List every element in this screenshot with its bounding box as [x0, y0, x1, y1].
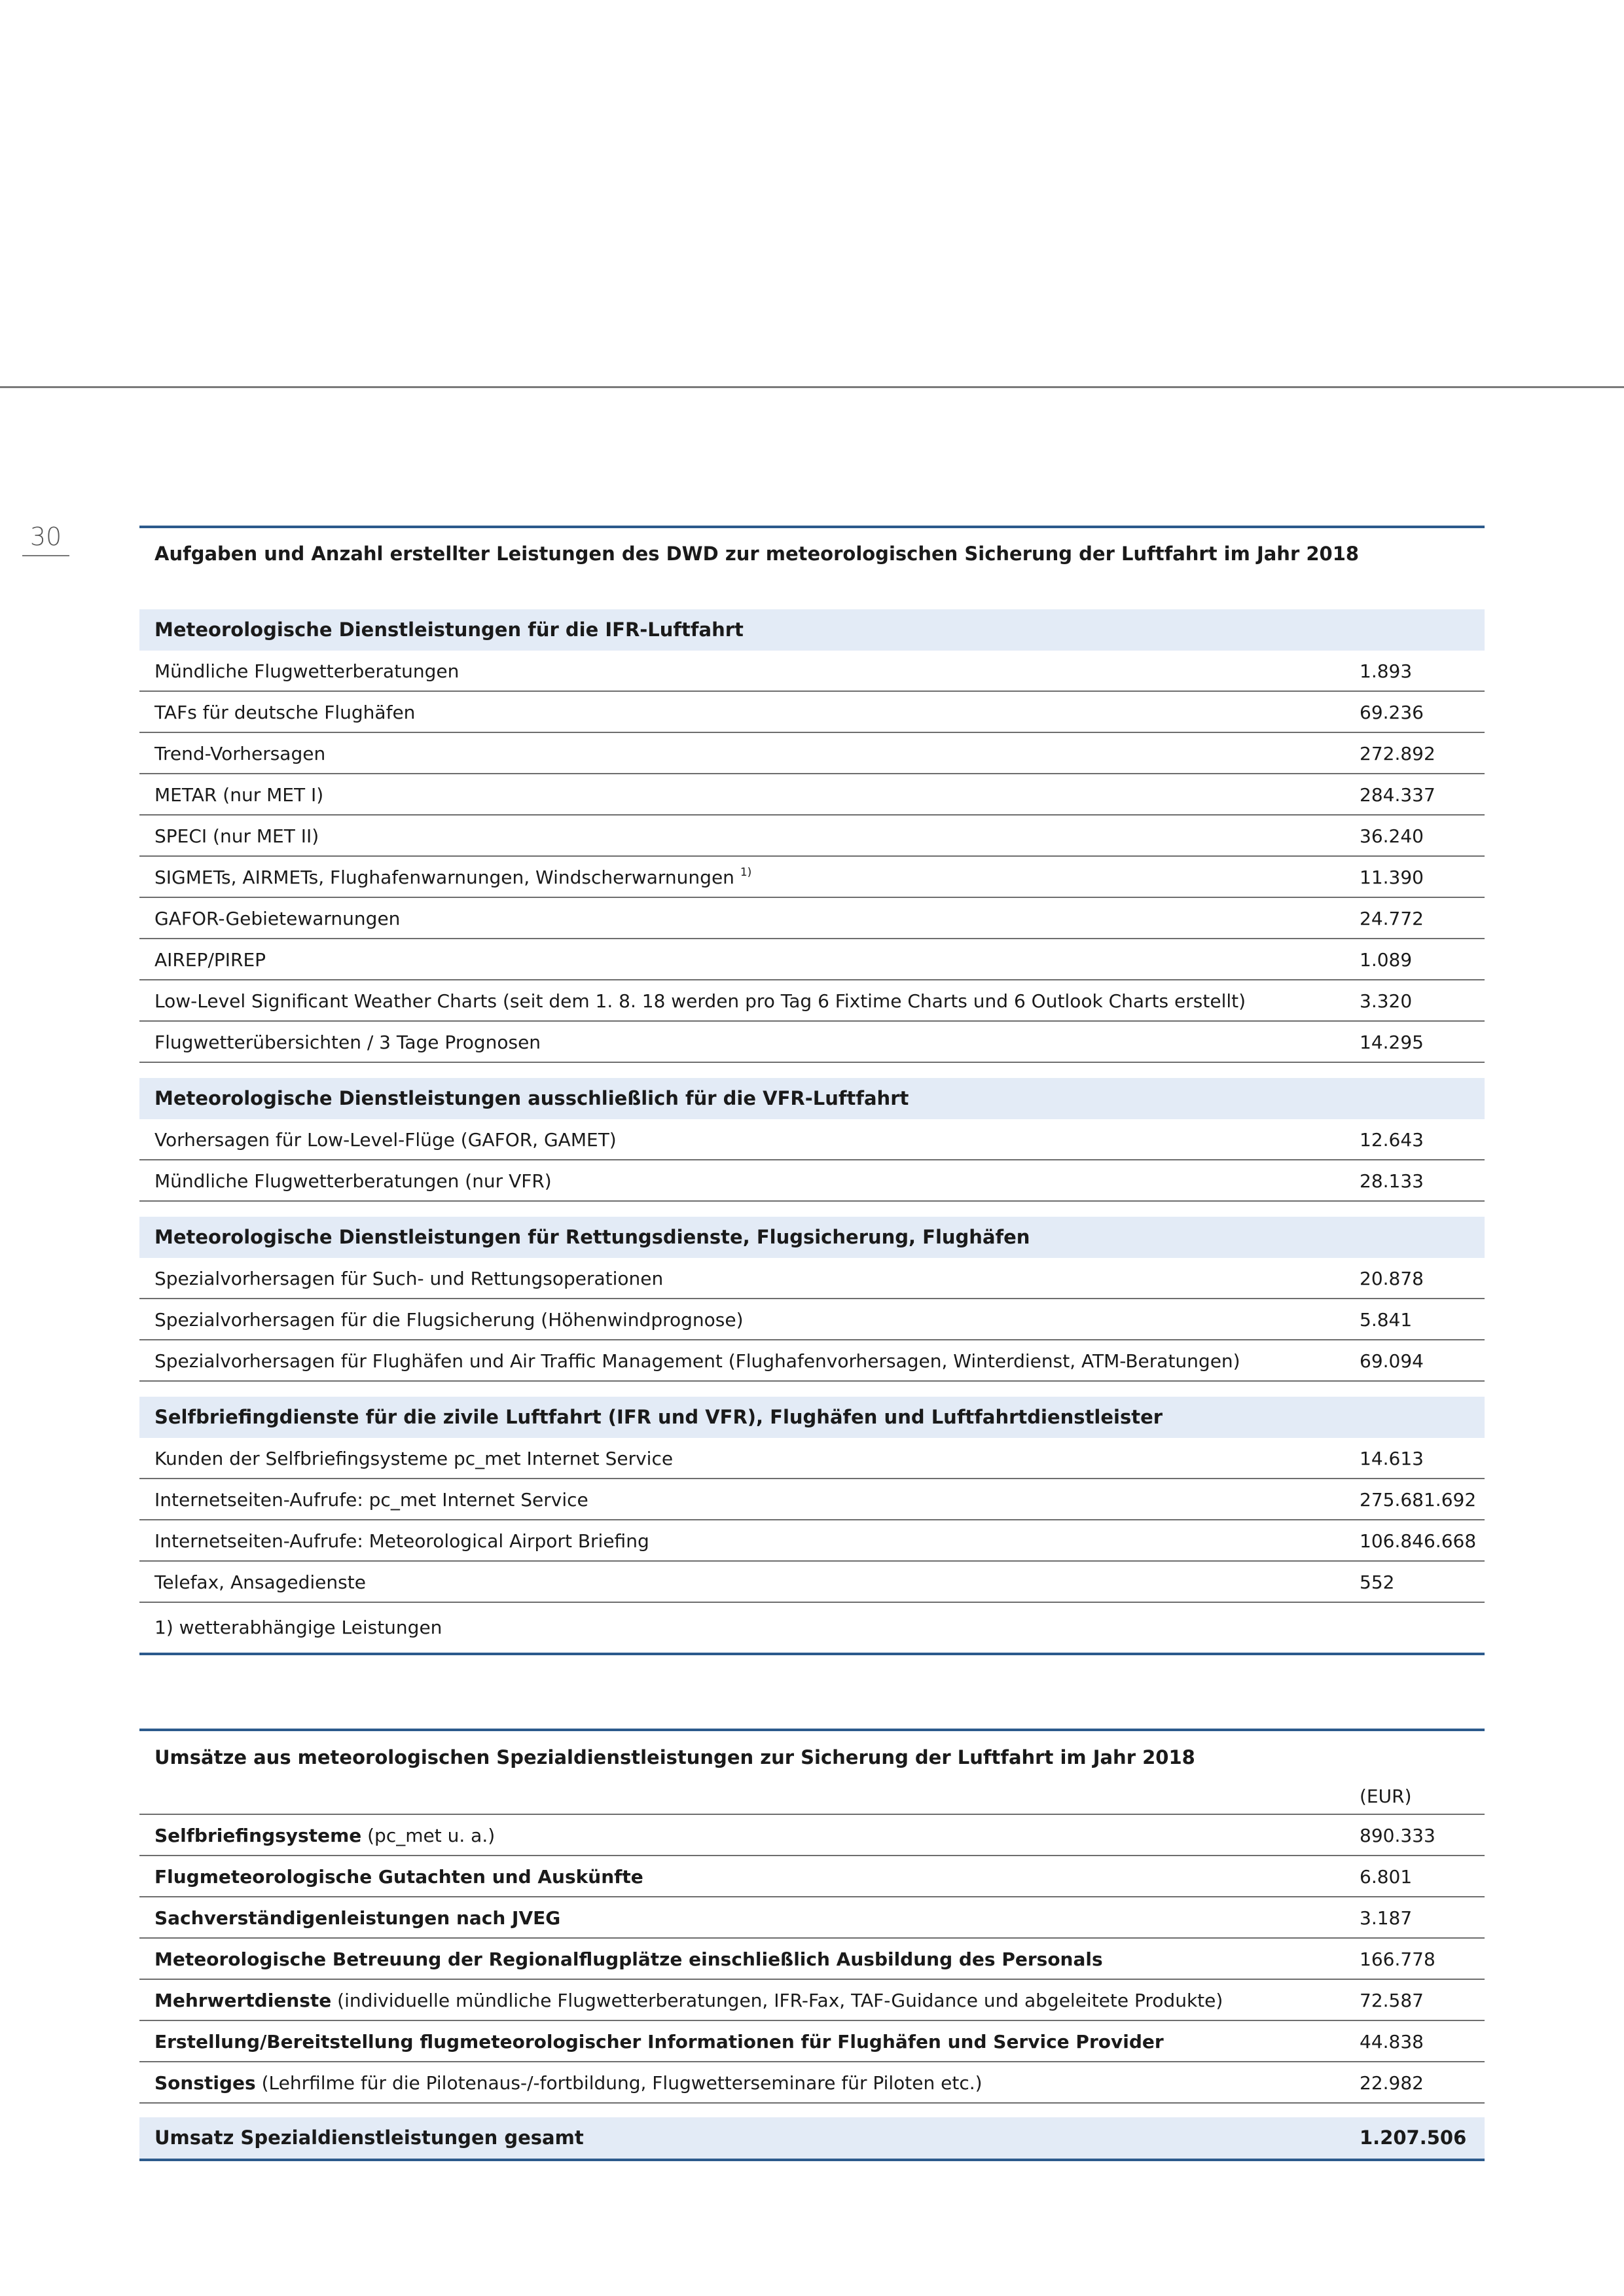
row-value: 552 — [1360, 1571, 1395, 1593]
row-value: 72.587 — [1360, 1990, 1424, 2011]
row-label-text: Mündliche Flugwetterberatungen — [154, 660, 460, 682]
row-value: 1.089 — [1360, 949, 1413, 971]
row-value: 3.187 — [1360, 1907, 1413, 1929]
table-row — [139, 651, 1485, 692]
row-value: 14.295 — [1360, 1031, 1424, 1053]
row-value: 69.094 — [1360, 1350, 1424, 1372]
row-label-text: Spezialvorhersagen für die Flugsicherung (Höhenwindprognose) — [154, 1309, 744, 1331]
row-value: 44.838 — [1360, 2031, 1424, 2053]
row-value: 12.643 — [1360, 1129, 1424, 1151]
row-label — [154, 2021, 1164, 2062]
row-label-text: Kunden der Selfbriefingsysteme pc_met Internet Service — [154, 1448, 674, 1469]
row-value: 5.841 — [1360, 1309, 1413, 1331]
table-row — [139, 1939, 1485, 1980]
row-label — [154, 1815, 495, 1856]
section-header: Meteorologische Dienstleistungen für Rettungsdienste, Flugsicherung, Flughäfen — [139, 1217, 1485, 1258]
row-label — [154, 980, 1246, 1022]
table-row — [139, 692, 1485, 733]
table-row — [139, 1160, 1485, 1202]
table-row — [139, 2062, 1485, 2104]
table-row — [139, 1856, 1485, 1897]
total-row — [139, 2117, 1485, 2159]
table-row — [139, 1815, 1485, 1856]
row-label-text: Vorhersagen für Low-Level-Flüge (GAFOR, GAMET) — [154, 1129, 617, 1151]
row-label-text: SIGMETs, AIRMETs, Flughafenwarnungen, Windscherwarnungen — [154, 867, 734, 888]
row-value: 24.772 — [1360, 908, 1424, 929]
row-label — [154, 1897, 560, 1939]
row-label-detail: (pc_met u. a.) — [361, 1825, 496, 1846]
table-row — [139, 1299, 1485, 1340]
row-value: 6.801 — [1360, 1866, 1413, 1888]
row-label — [154, 733, 325, 774]
table-title: Umsätze aus meteorologischen Spezialdienstleistungen zur Sicherung der Luftfahrt im Jahr 2018 — [154, 1746, 1195, 1768]
table-row — [139, 1022, 1485, 1063]
row-label-text: Spezialvorhersagen für Flughäfen und Air Traffic Management (Flughafenvorhersagen, Winterdienst, ATM-Beratungen) — [154, 1350, 1240, 1372]
row-label-text: Internetseiten-Aufrufe: pc_met Internet Service — [154, 1489, 588, 1511]
row-label-text: Flugwetterübersichten / 3 Tage Prognosen — [154, 1031, 541, 1053]
row-label — [154, 1479, 588, 1520]
row-label — [154, 939, 266, 980]
section-header: Meteorologische Dienstleistungen für die IFR-Luftfahrt — [139, 609, 1485, 651]
row-label — [154, 857, 751, 901]
row-label — [154, 898, 400, 939]
row-label — [154, 2062, 983, 2104]
footnote-marker: 1) — [740, 866, 752, 879]
row-value: 166.778 — [1360, 1948, 1435, 1970]
row-label — [154, 1340, 1240, 1382]
row-value: 36.240 — [1360, 825, 1424, 847]
row-label — [154, 1299, 744, 1340]
table-row — [139, 1438, 1485, 1479]
row-label-bold: Selfbriefingsysteme — [154, 1825, 362, 1846]
table-row — [139, 939, 1485, 980]
row-label-bold: Flugmeteorologische Gutachten und Auskünfte — [154, 1866, 643, 1888]
table-row — [139, 2021, 1485, 2062]
row-label-text: Internetseiten-Aufrufe: Meteorological Airport Briefing — [154, 1530, 649, 1552]
row-label-text: SPECI (nur MET II) — [154, 825, 319, 847]
unit-label: (EUR) — [1360, 1785, 1412, 1807]
table-row — [139, 1119, 1485, 1160]
page-number-underline — [22, 555, 69, 556]
row-value: 11.390 — [1360, 867, 1424, 888]
row-value: 272.892 — [1360, 743, 1435, 764]
row-value: 284.337 — [1360, 784, 1435, 806]
table-row — [139, 1980, 1485, 2021]
row-value: 20.878 — [1360, 1268, 1424, 1289]
table-row — [139, 898, 1485, 939]
row-label — [154, 816, 319, 857]
row-label-bold: Meteorologische Betreuung der Regionalflugplätze einschließlich Ausbildung des Personals — [154, 1948, 1103, 1970]
row-value: 14.613 — [1360, 1448, 1424, 1469]
section-header: Selfbriefingdienste für die zivile Luftfahrt (IFR und VFR), Flughäfen und Luftfahrtdienstleister — [139, 1397, 1485, 1438]
table-sections — [139, 609, 1485, 1603]
table-bottom-rule — [139, 1653, 1485, 1655]
row-label — [154, 1520, 649, 1562]
row-label — [154, 1160, 552, 1202]
row-label-bold: Mehrwertdienste — [154, 1990, 332, 2011]
row-label-text: Trend-Vorhersagen — [154, 743, 326, 764]
row-label-text: Telefax, Ansagedienste — [154, 1571, 366, 1593]
unit-row — [139, 1777, 1485, 1815]
row-label-bold: Erstellung/Bereitstellung flugmeteorologischer Informationen für Flughäfen und Service Provider — [154, 2031, 1164, 2053]
revenue-table — [139, 1729, 1485, 2161]
table-row — [139, 774, 1485, 816]
table-bottom-rule — [139, 2159, 1485, 2161]
table-row — [139, 1340, 1485, 1382]
row-label-text: Spezialvorhersagen für Such- und Rettungsoperationen — [154, 1268, 664, 1289]
row-label-text: TAFs für deutsche Flughäfen — [154, 702, 416, 723]
row-label-text: GAFOR-Gebietewarnungen — [154, 908, 401, 929]
row-label — [154, 651, 459, 692]
row-label — [154, 1939, 1103, 1980]
row-label-text: AIREP/PIREP — [154, 949, 266, 971]
table-title: Aufgaben und Anzahl erstellter Leistungen des DWD zur meteorologischen Sicherung der Luftfahrt im Jahr 2018 — [154, 543, 1360, 565]
row-value: 3.320 — [1360, 990, 1413, 1012]
total-value: 1.207.506 — [1360, 2126, 1467, 2149]
table-row — [139, 857, 1485, 898]
row-value: 22.982 — [1360, 2072, 1424, 2094]
row-value: 106.846.668 — [1360, 1530, 1477, 1552]
table-row — [139, 1520, 1485, 1562]
row-label-text: METAR (nur MET I) — [154, 784, 324, 806]
footnote: 1) wetterabhängige Leistungen — [154, 1617, 442, 1638]
row-label-text: Mündliche Flugwetterberatungen (nur VFR) — [154, 1170, 552, 1192]
table-row — [139, 1479, 1485, 1520]
row-value: 275.681.692 — [1360, 1489, 1477, 1511]
row-label-text: Low-Level Significant Weather Charts (seit dem 1. 8. 18 werden pro Tag 6 Fixtime Charts und 6 Outlook Charts erstellt) — [154, 990, 1246, 1012]
total-label: Umsatz Spezialdienstleistungen gesamt — [154, 2126, 584, 2149]
row-label — [154, 1856, 643, 1897]
row-label — [154, 1980, 1223, 2021]
row-label-detail: (individuelle mündliche Flugwetterberatungen, IFR-Fax, TAF-Guidance und abgeleitete Produkte) — [331, 1990, 1223, 2011]
row-label-detail: (Lehrfilme für die Pilotenaus-/-fortbildung, Flugwetterseminare für Piloten etc.) — [255, 2072, 983, 2094]
row-label — [154, 1562, 366, 1603]
row-label — [154, 1022, 541, 1063]
table-row — [139, 733, 1485, 774]
page-number: 30 — [29, 522, 62, 551]
row-value: 1.893 — [1360, 660, 1413, 682]
row-value: 28.133 — [1360, 1170, 1424, 1192]
table-rows — [139, 1815, 1485, 2104]
row-value: 890.333 — [1360, 1825, 1435, 1846]
table-row — [139, 816, 1485, 857]
table-row — [139, 1897, 1485, 1939]
row-label-bold: Sonstiges — [154, 2072, 256, 2094]
row-label — [154, 692, 415, 733]
header-divider — [0, 386, 1624, 388]
row-label — [154, 774, 323, 816]
section-header: Meteorologische Dienstleistungen ausschließlich für die VFR-Luftfahrt — [139, 1078, 1485, 1119]
row-label — [154, 1258, 663, 1299]
table-row — [139, 980, 1485, 1022]
row-label-bold: Sachverständigenleistungen nach JVEG — [154, 1907, 561, 1929]
row-label — [154, 1438, 673, 1479]
services-table — [139, 526, 1485, 1655]
row-value: 69.236 — [1360, 702, 1424, 723]
table-row — [139, 1562, 1485, 1603]
row-label — [154, 1119, 617, 1160]
table-row — [139, 1258, 1485, 1299]
